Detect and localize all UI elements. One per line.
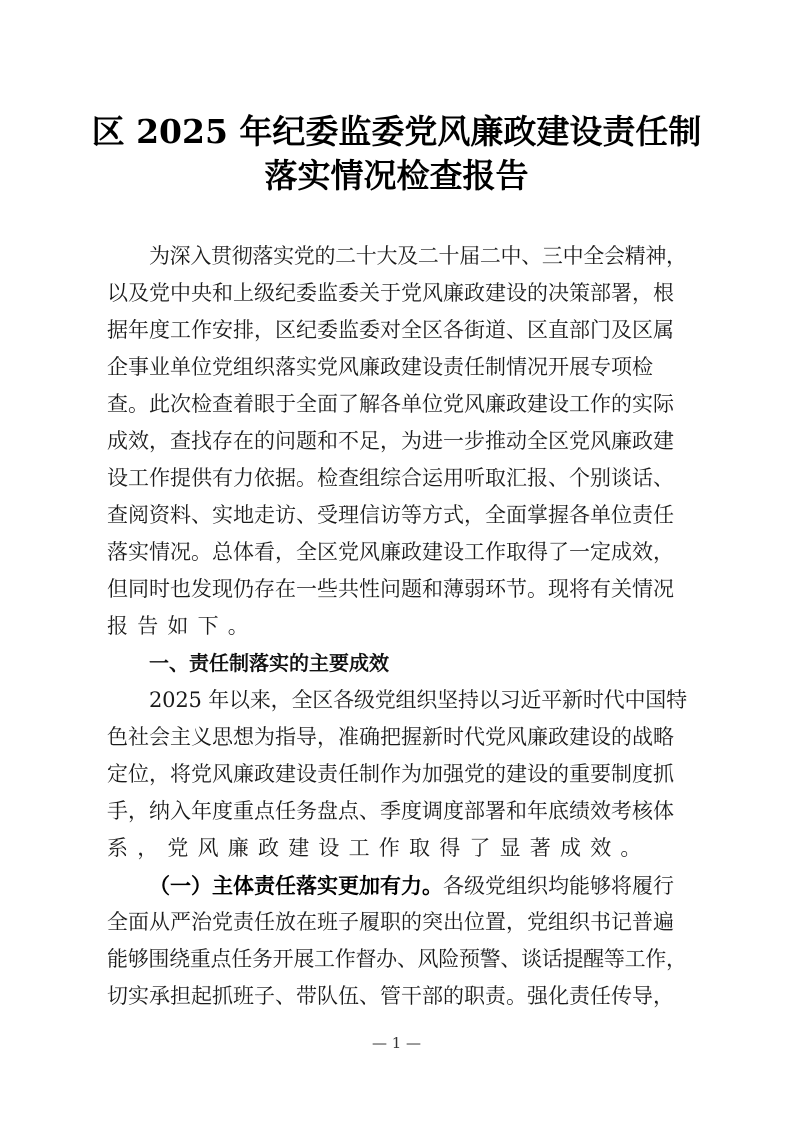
section-heading: 一、责任制落实的主要成效: [149, 651, 389, 675]
paragraph-line: 定位，将党风廉政建设责任制作为加强党的建设的重要制度抓: [107, 762, 674, 786]
paragraph-line: 成效，查找存在的问题和不足，为进一步推动全区党风廉政建: [107, 429, 674, 453]
paragraph-line: 报告如下。: [107, 614, 258, 638]
paragraph-line: 系，党风廉政建设工作取得了显著成效。: [107, 836, 651, 860]
paragraph-line: 据年度工作安排，区纪委监委对全区各街道、区直部门及区属: [107, 318, 674, 342]
paragraph-line: 色社会主义思想为指导，准确把握新时代党风廉政建设的战略: [107, 725, 674, 749]
paragraph-line: 以及党中央和上级纪委监委关于党风廉政建设的决策部署，根: [107, 281, 674, 305]
subsection-lead: （一）主体责任落实更加有力。: [149, 873, 443, 898]
paragraph-line: 但同时也发现仍存在一些共性问题和薄弱环节。现将有关情况: [107, 577, 674, 601]
paragraph-line: 为深入贯彻落实党的二十大及二十届二中、三中全会精神，: [149, 244, 687, 268]
document-title-line-2: 落实情况检查报告: [264, 156, 529, 195]
paragraph-line: 落实情况。总体看，全区党风廉政建设工作取得了一定成效，: [107, 540, 674, 564]
paragraph-line: 查。此次检查着眼于全面了解各单位党风廉政建设工作的实际: [107, 392, 674, 416]
paragraph-line: 设工作提供有力依据。检查组综合运用听取汇报、个别谈话、: [107, 466, 674, 490]
paragraph-line: 能够围绕重点任务开展工作督办、风险预警、谈话提醒等工作，: [107, 947, 687, 971]
document-title-line-1: 区 2025 年纪委监委党风廉政建设责任制: [91, 112, 702, 151]
paragraph-line: 企事业单位党组织落实党风廉政建设责任制情况开展专项检: [107, 355, 653, 379]
subsection-text: 各级党组织均能够将履行: [443, 874, 674, 898]
paragraph-line: [149, 867, 687, 904]
paragraph-line: 切实承担起抓班子、带队伍、管干部的职责。强化责任传导，: [107, 984, 674, 1008]
paragraph-line: 手，纳入年度重点任务盘点、季度调度部署和年底绩效考核体: [107, 799, 674, 823]
page-number: — 1 —: [371, 1034, 422, 1052]
paragraph-line: 查阅资料、实地走访、受理信访等方式，全面掌握各单位责任: [107, 503, 674, 527]
paragraph-line: 2025 年以来，全区各级党组织坚持以习近平新时代中国特: [149, 688, 687, 712]
paragraph-line: 全面从严治党责任放在班子履职的突出位置，党组织书记普遍: [107, 910, 674, 934]
